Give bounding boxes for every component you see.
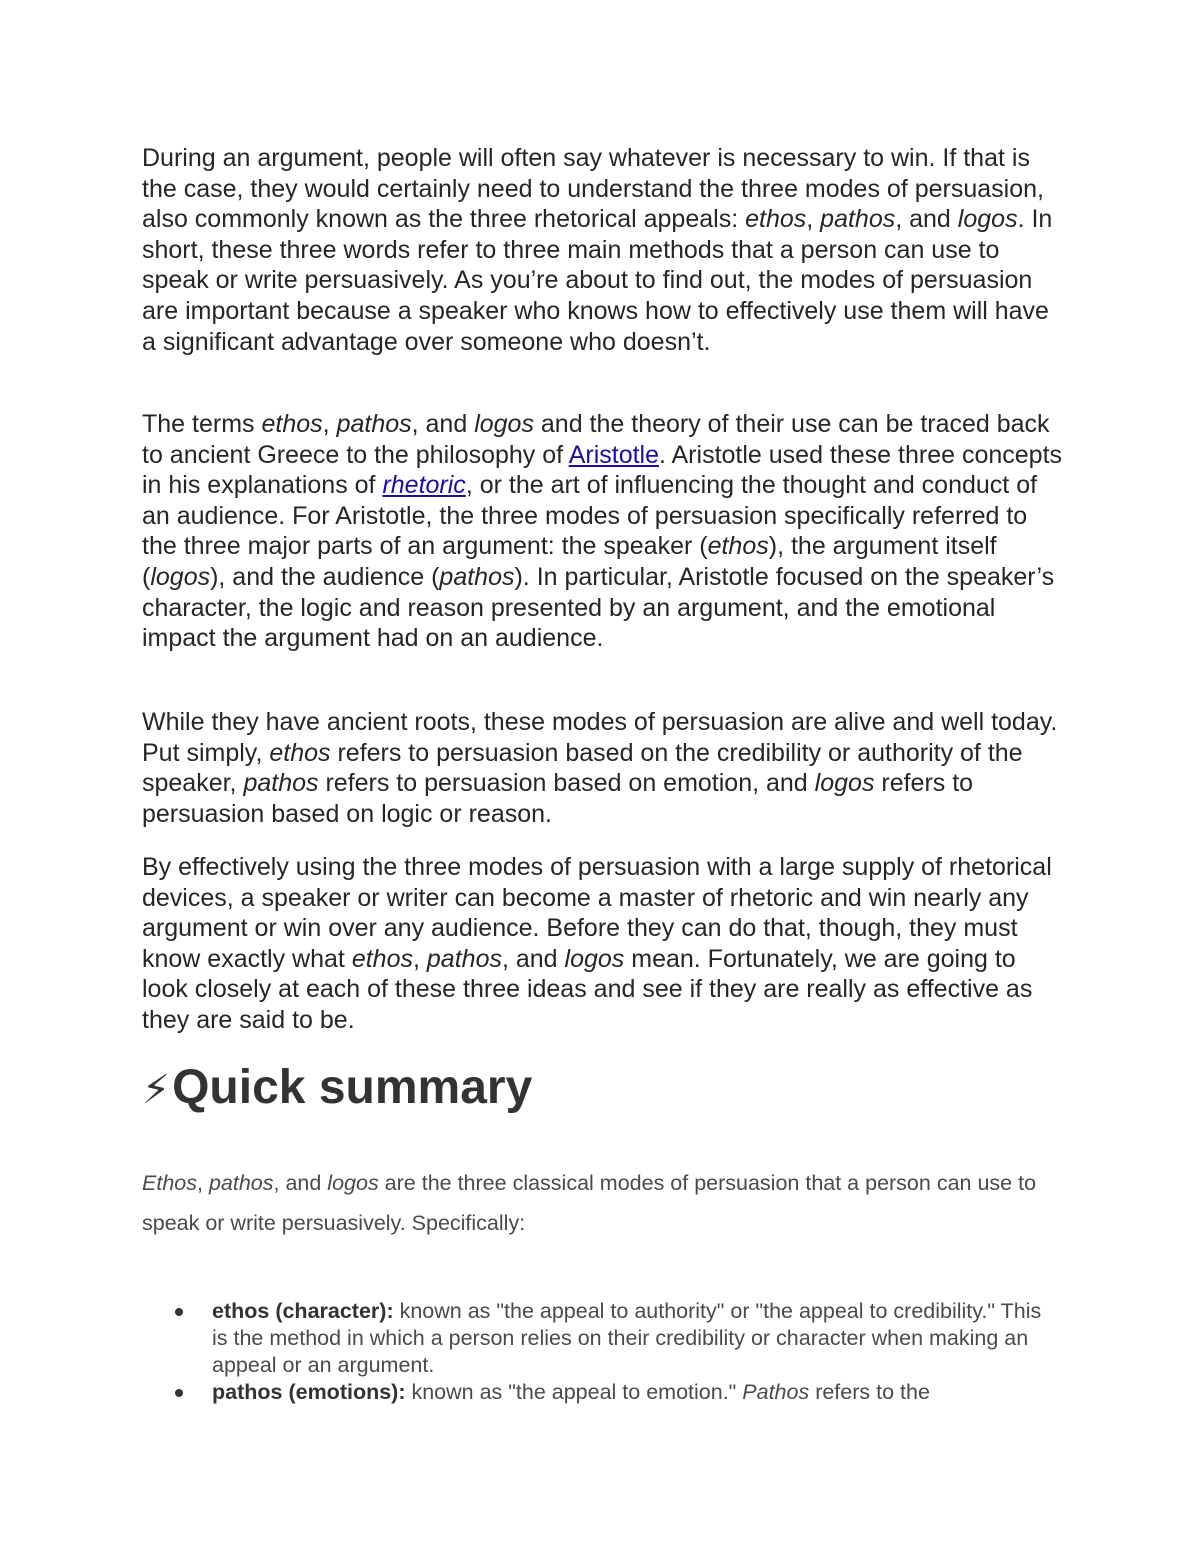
term-ethos: ethos bbox=[351, 944, 413, 973]
text-span: , bbox=[196, 1171, 209, 1195]
text-span: ), and the audience ( bbox=[210, 562, 440, 591]
list-text: refers to the bbox=[809, 1380, 930, 1404]
bullet-dot-icon bbox=[175, 1389, 183, 1397]
bullet-dot-icon bbox=[175, 1308, 183, 1316]
history-paragraph bbox=[142, 409, 1062, 654]
text-span: During an argument, people will often say whatever is necessary to win. If that is the case, they would certainly need to understand the three modes of persuasion, also commonly known as the three rhetorical appeals: bbox=[142, 144, 1044, 234]
lightning-bolt-icon: ⚡ bbox=[142, 1068, 171, 1112]
text-span: , and bbox=[501, 944, 565, 973]
summary-paragraph bbox=[142, 1163, 1072, 1243]
text-span: , bbox=[806, 205, 821, 234]
term-ethos: Ethos bbox=[142, 1171, 197, 1195]
term-logos: logos bbox=[564, 944, 625, 973]
text-span: refers to persuasion based on logic or reason. bbox=[142, 769, 974, 828]
heading-text: Quick summary bbox=[172, 1061, 533, 1114]
quick-summary-heading bbox=[142, 1058, 532, 1120]
text-span: , and bbox=[895, 205, 958, 234]
term-pathos: pathos bbox=[439, 562, 515, 591]
term-logos: logos bbox=[474, 410, 534, 438]
term-pathos: Pathos bbox=[742, 1380, 810, 1404]
term-logos: logos bbox=[150, 562, 211, 591]
term-ethos: ethos bbox=[269, 738, 331, 767]
text-span: refers to persuasion based on the credibility or authority of the speaker, bbox=[142, 738, 1023, 798]
term-ethos: ethos bbox=[707, 532, 769, 561]
list-text: known as "the appeal to emotion." bbox=[405, 1380, 743, 1404]
term-logos: logos bbox=[957, 205, 1018, 234]
text-span: mean. Fortunately, we are going to look closely at each of these three ideas and see if they are really as effective as they are said to be. bbox=[142, 944, 1033, 1034]
text-span: . In short, these three words refer to three main methods that a person can use to speak or write persuasively. As you’re about to find out, the modes of persuasion are important because a speaker who knows how to effectively use them will have a significant advantage over someone who doesn’t. bbox=[142, 205, 1053, 356]
text-span: , bbox=[322, 410, 337, 438]
text-span: ), the argument itself ( bbox=[142, 532, 997, 591]
list-item-pathos bbox=[142, 1379, 1042, 1406]
text-span: are the three classical modes of persuasion that a person can use to speak or write persuasively. Specifically: bbox=[142, 1171, 1037, 1235]
term-logos: logos bbox=[327, 1171, 379, 1195]
rhetoric-link-text[interactable]: rhetoric bbox=[382, 471, 466, 500]
aristotle-link[interactable]: Aristotle bbox=[568, 440, 659, 469]
list-term: ethos (character): bbox=[212, 1299, 394, 1323]
text-span: , bbox=[413, 944, 427, 973]
intro-paragraph bbox=[142, 143, 1062, 357]
list-term: pathos (emotions): bbox=[212, 1380, 406, 1404]
text-span: , and bbox=[273, 1171, 328, 1195]
text-span: , and bbox=[411, 410, 475, 438]
term-logos: logos bbox=[814, 769, 875, 798]
term-pathos: pathos bbox=[426, 944, 502, 973]
term-ethos: ethos bbox=[745, 205, 807, 234]
text-span: . Aristotle used these three concepts in his explanations of bbox=[142, 440, 1063, 500]
term-pathos: pathos bbox=[243, 769, 319, 798]
text-span: and the theory of their use can be traced back to ancient Greece to the philosophy of bbox=[142, 410, 1050, 469]
mastery-paragraph bbox=[142, 852, 1062, 1036]
list-item-ethos bbox=[142, 1298, 1042, 1379]
term-ethos: ethos bbox=[261, 410, 323, 438]
list-text: known as "the appeal to authority" or "the appeal to credibility." This is the method in which a person relies on their credibility or character when making an appeal or an argument. bbox=[212, 1299, 1042, 1377]
text-span: By effectively using the three modes of persuasion with a large supply of rhetorical devices, a speaker or writer can become a master of rhetoric and win nearly any argument or win over any audience. Before they can do that, though, they must know exactly what bbox=[142, 853, 1052, 973]
modes-list bbox=[142, 1298, 1042, 1406]
text-span: , or the art of influencing the thought and conduct of an audience. For Aristotle, the three modes of persuasion specifically referred to the three major parts of an argument: the speaker ( bbox=[142, 471, 1038, 561]
term-pathos: pathos bbox=[208, 1171, 274, 1195]
term-pathos: pathos bbox=[336, 410, 412, 438]
text-span: While they have ancient roots, these modes of persuasion are alive and well today. Put simply, bbox=[142, 708, 1058, 767]
definition-paragraph bbox=[142, 707, 1062, 829]
text-span: ). In particular, Aristotle focused on the speaker’s character, the logic and reason presented by an argument, and the emotional impact the argument had on an audience. bbox=[142, 562, 1055, 653]
text-span: The terms bbox=[142, 410, 262, 438]
text-span: refers to persuasion based on emotion, and bbox=[318, 769, 815, 798]
rhetoric-link[interactable] bbox=[382, 471, 465, 499]
term-pathos: pathos bbox=[820, 205, 896, 234]
